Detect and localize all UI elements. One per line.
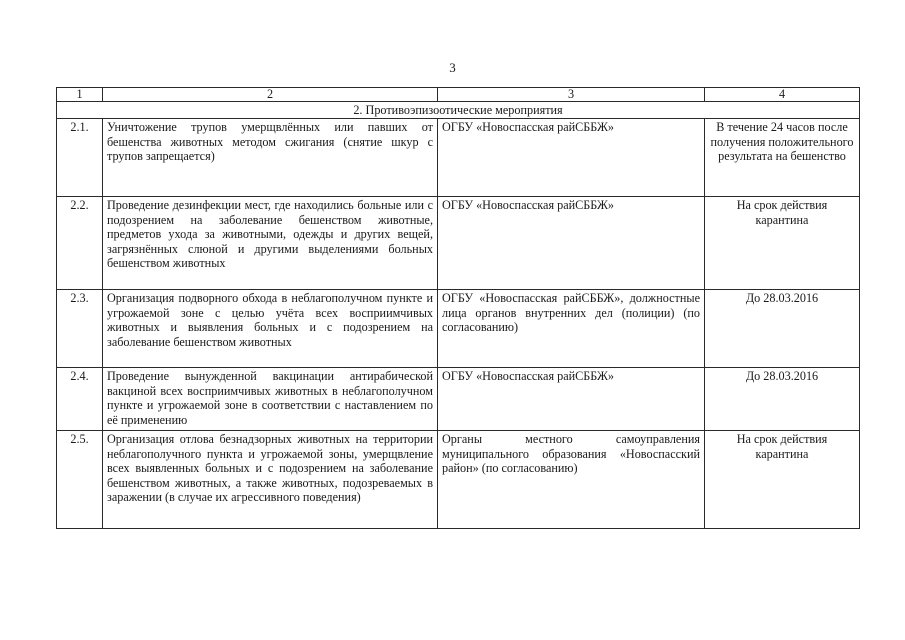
row-description: Организация отлова безнадзорных животных на территории неблагополучного пункта и угрожаемой зоны, умерщвление всех выявленных больных и с подозрением на заболевание бешенством животных, а также животных, подозреваемых в заражении (в случае их агрессивного поведения) [103, 431, 438, 529]
row-executor: ОГБУ «Новоспасская райСББЖ», должностные лица органов внутренних дел (полиции) (по согласованию) [438, 290, 705, 368]
row-description: Организация подворного обхода в неблагополучном пункте и угрожаемой зоне с целью учёта всех восприимчивых животных и выявления больных и с подозрением на заболевание бешенством животных [103, 290, 438, 368]
row-term: До 28.03.2016 [705, 290, 860, 368]
row-executor: ОГБУ «Новоспасская райСББЖ» [438, 368, 705, 431]
measures-table [56, 87, 860, 529]
row-executor: Органы местного самоуправления муниципального образования «Новоспасский район» (по согласованию) [438, 431, 705, 529]
table-header-row [57, 88, 860, 102]
row-number: 2.2. [57, 197, 103, 290]
row-term: На срок действия карантина [705, 431, 860, 529]
page-number: 3 [449, 60, 456, 75]
row-number: 2.1. [57, 119, 103, 197]
row-number: 2.5. [57, 431, 103, 529]
row-term: До 28.03.2016 [705, 368, 860, 431]
row-term: В течение 24 часов после получения положительного результата на бешенство [705, 119, 860, 197]
table-row [57, 119, 860, 197]
table-row [57, 290, 860, 368]
column-header-3: 3 [438, 88, 705, 102]
row-description: Проведение вынужденной вакцинации антирабической вакциной всех восприимчивых животных в неблагополучном пункте и угрожаемой зоне в соответствии с наставлением по её применению [103, 368, 438, 431]
table-row [57, 368, 860, 431]
table-row [57, 197, 860, 290]
section-row [57, 102, 860, 119]
row-number: 2.4. [57, 368, 103, 431]
column-header-1: 1 [57, 88, 103, 102]
row-number: 2.3. [57, 290, 103, 368]
column-header-4: 4 [705, 88, 860, 102]
column-header-2: 2 [103, 88, 438, 102]
section-title: 2. Противоэпизоотические мероприятия [57, 102, 860, 119]
row-term: На срок действия карантина [705, 197, 860, 290]
row-description: Проведение дезинфекции мест, где находились больные или с подозрением на заболевание бешенством животные, предметов ухода за животными, одежды и других вещей, загрязнённых слюной и другими выделениями больных бешенством животных [103, 197, 438, 290]
table-row [57, 431, 860, 529]
row-executor: ОГБУ «Новоспасская райСББЖ» [438, 119, 705, 197]
row-description: Уничтожение трупов умерщвлённых или павших от бешенства животных методом сжигания (снятие шкур с трупов запрещается) [103, 119, 438, 197]
row-executor: ОГБУ «Новоспасская райСББЖ» [438, 197, 705, 290]
